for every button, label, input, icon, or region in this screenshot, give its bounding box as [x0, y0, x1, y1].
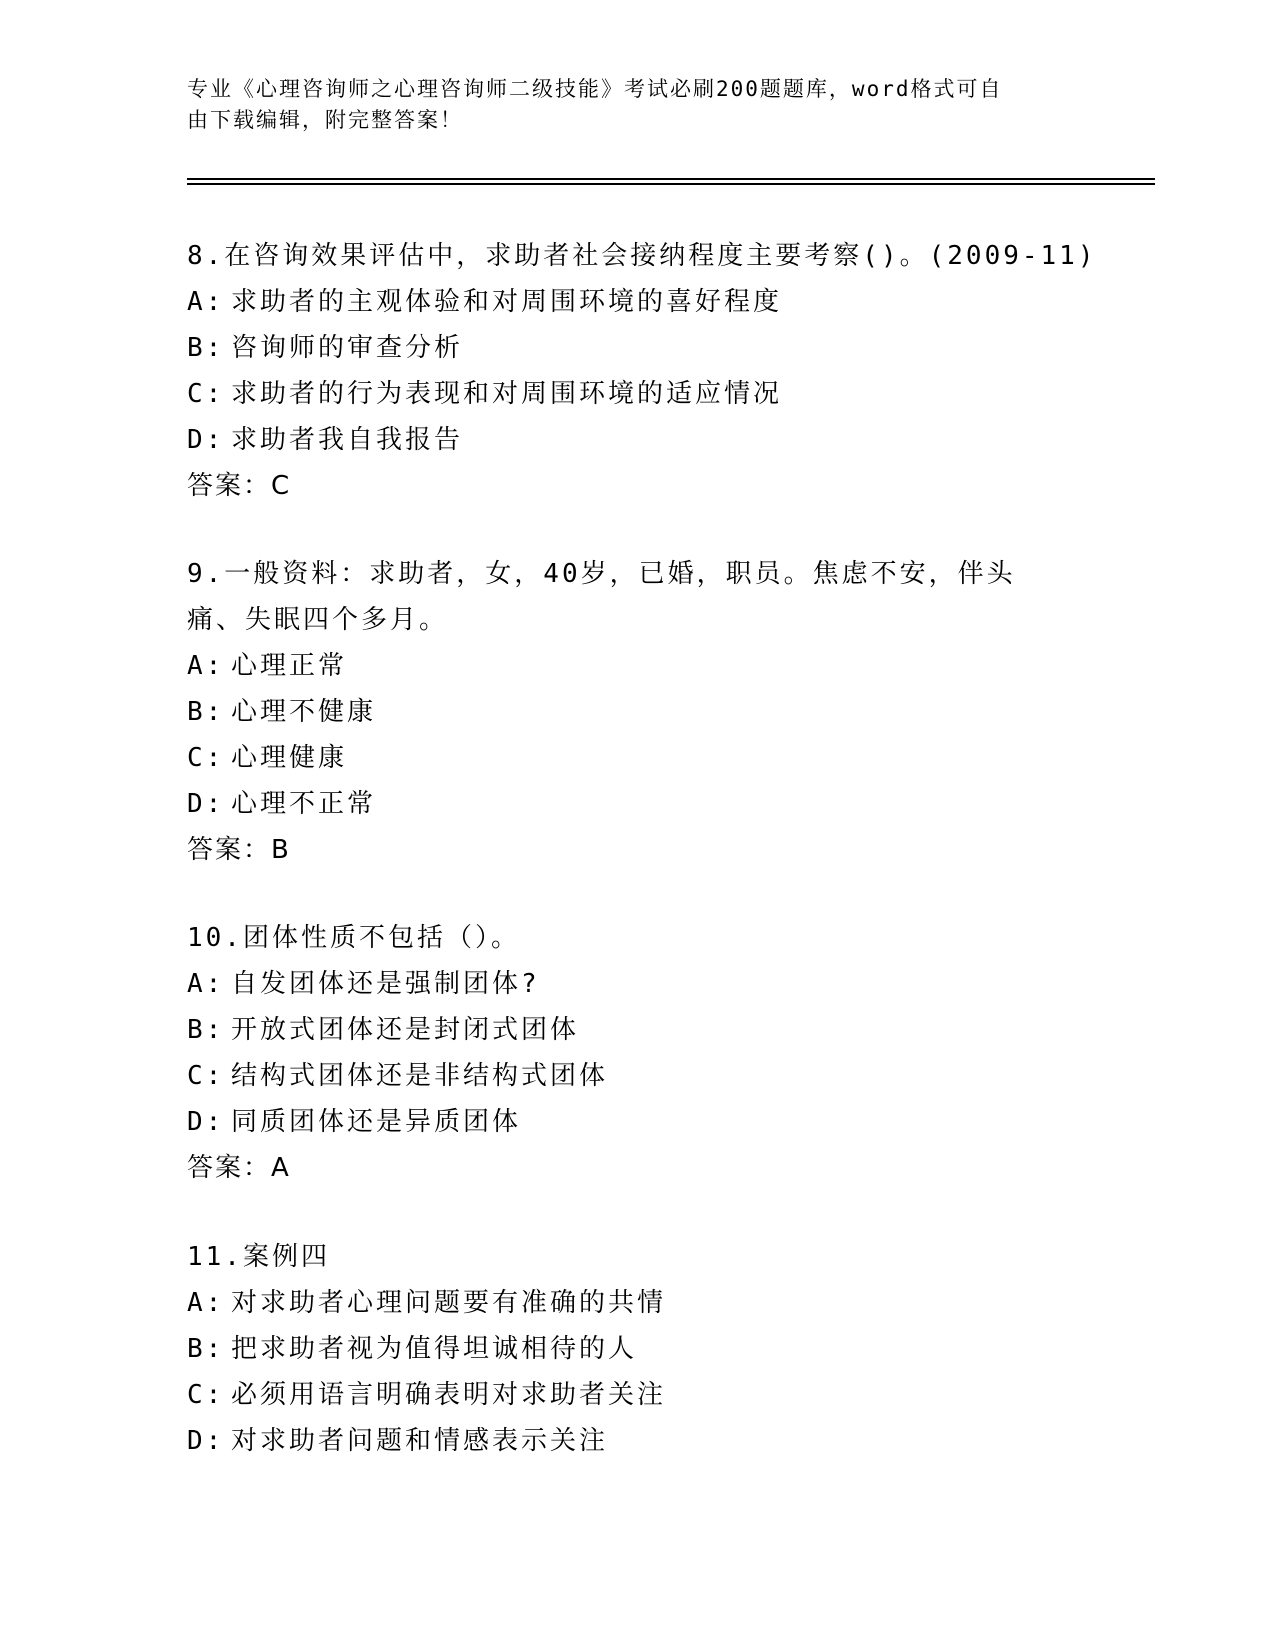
option-letter: C:	[187, 743, 225, 773]
option-a	[187, 1280, 1087, 1326]
option-letter: B:	[187, 333, 225, 363]
option-text: 对求助者问题和情感表示关注	[231, 1426, 609, 1456]
option-c	[187, 1372, 1087, 1418]
option-text: 心理正常	[231, 651, 348, 681]
answer-line: 答案：A	[187, 1153, 291, 1183]
document-header	[187, 74, 1087, 136]
option-text: 心理不正常	[231, 789, 377, 819]
option-text: 同质团体还是异质团体	[231, 1107, 522, 1137]
option-letter: B:	[187, 1015, 225, 1045]
question-stem: 9.一般资料：求助者，女，40岁，已婚，职员。焦虑不安，伴头痛、失眠四个多月。	[187, 559, 1016, 635]
header-line-2: 由下载编辑，附完整答案！	[187, 108, 463, 132]
question-stem: 11.案例四	[187, 1242, 330, 1272]
option-c	[187, 735, 1087, 781]
option-c	[187, 1053, 1087, 1099]
header-divider-top	[187, 178, 1155, 180]
option-text: 求助者的主观体验和对周围环境的喜好程度	[231, 287, 783, 317]
option-letter: B:	[187, 697, 225, 727]
option-b	[187, 325, 1087, 371]
option-letter: D:	[187, 1107, 225, 1137]
option-letter: C:	[187, 379, 225, 409]
option-text: 结构式团体还是非结构式团体	[231, 1061, 609, 1091]
question-11	[187, 1234, 1087, 1464]
option-a	[187, 961, 1087, 1007]
option-letter: C:	[187, 1061, 225, 1091]
answer-line: 答案：B	[187, 835, 291, 865]
option-text: 咨询师的审查分析	[231, 333, 464, 363]
option-c	[187, 371, 1087, 417]
answer-line: 答案：C	[187, 471, 292, 501]
option-letter: D:	[187, 1426, 225, 1456]
option-a	[187, 643, 1087, 689]
option-letter: D:	[187, 425, 225, 455]
option-d	[187, 1418, 1087, 1464]
option-b	[187, 1007, 1087, 1053]
option-letter: D:	[187, 789, 225, 819]
option-text: 心理不健康	[231, 697, 377, 727]
question-10	[187, 915, 1087, 1191]
question-8	[187, 233, 1097, 509]
option-text: 求助者的行为表现和对周围环境的适应情况	[231, 379, 783, 409]
question-stem: 8.在咨询效果评估中，求助者社会接纳程度主要考察()。(2009-11)	[187, 241, 1097, 271]
option-text: 对求助者心理问题要有准确的共情	[231, 1288, 667, 1318]
header-line-1: 专业《心理咨询师之心理咨询师二级技能》考试必刷200题题库，word格式可自	[187, 77, 1003, 101]
option-letter: A:	[187, 651, 225, 681]
option-letter: A:	[187, 287, 225, 317]
option-letter: A:	[187, 1288, 225, 1318]
option-text: 求助者我自我报告	[231, 425, 464, 455]
option-letter: A:	[187, 969, 225, 999]
header-divider-bottom	[187, 183, 1155, 185]
question-9	[187, 551, 1087, 873]
option-letter: B:	[187, 1334, 225, 1364]
option-b	[187, 1326, 1087, 1372]
question-stem: 10.团体性质不包括（）。	[187, 923, 520, 953]
option-text: 自发团体还是强制团体?	[231, 969, 540, 999]
option-text: 心理健康	[231, 743, 348, 773]
option-b	[187, 689, 1087, 735]
option-letter: C:	[187, 1380, 225, 1410]
option-a	[187, 279, 1087, 325]
option-text: 开放式团体还是封闭式团体	[231, 1015, 580, 1045]
option-d	[187, 781, 1087, 827]
option-d	[187, 417, 1087, 463]
option-text: 把求助者视为值得坦诚相待的人	[231, 1334, 638, 1364]
option-text: 必须用语言明确表明对求助者关注	[231, 1380, 667, 1410]
option-d	[187, 1099, 1087, 1145]
